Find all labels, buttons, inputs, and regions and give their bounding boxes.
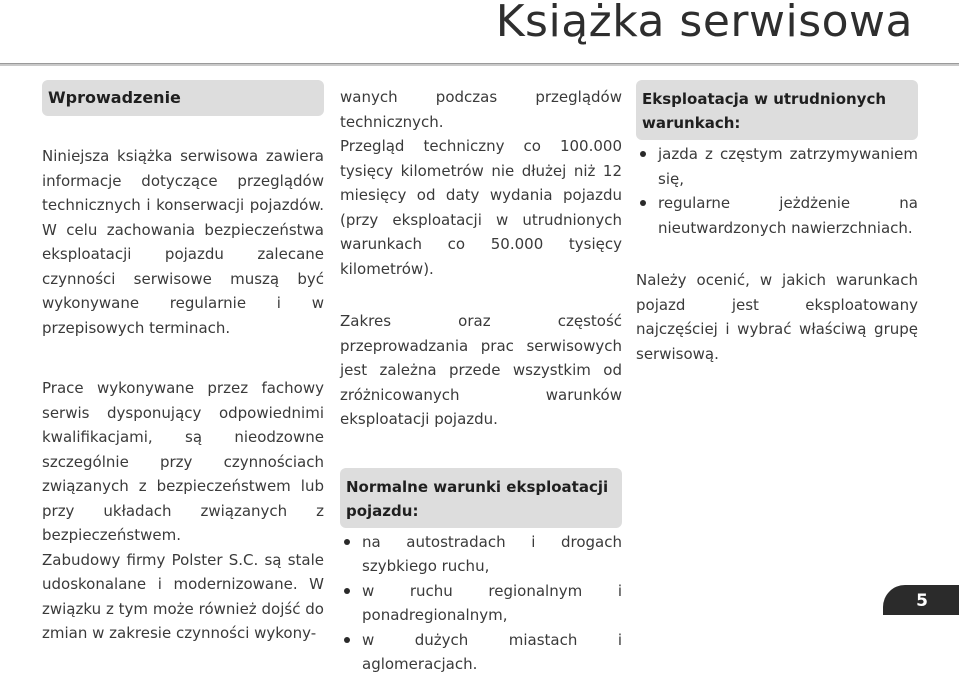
section-heading-normal-conditions: Normalne warunki eksploatacji pojazdu: — [340, 468, 622, 528]
page-title: Książka serwisowa — [495, 0, 913, 47]
continued-paragraph: wanych podczas przeglądów technicznych. — [340, 88, 622, 131]
page-number: 5 — [916, 591, 928, 611]
intro-paragraph-3: Zabudowy firmy Polster S.C. są stale udoskonalane i modernizowane. W związku z tym może również dojść do zmian w zakresie czynności wykony- — [42, 550, 324, 642]
service-scope-paragraph: Zakres oraz częstość przeprowadzania prac serwisowych jest zależna przede wszystkim od zróżnicowanych warunków eksploatacji pojazdu. — [340, 312, 622, 428]
section-heading-introduction: Wprowadzenie — [42, 80, 324, 116]
column-introduction — [42, 80, 324, 646]
list-item: jazda z częstym zatrzymywaniem się, — [636, 142, 918, 191]
list-item: na autostradach i drogach szybkiego ruchu, — [340, 530, 622, 579]
intro-paragraph-1: Niniejsza książka serwisowa zawiera informacje dotyczące przeglądów technicznych i konserwacji pojazdów. W celu zachowania bezpieczeństwa eksploatacji pojazdu zalecane czynności serwisowe muszą być wykonywane regularnie i w przepisowych terminach. — [42, 147, 324, 337]
list-item: regularne jeżdżenie na nieutwardzonych nawierzchniach. — [636, 191, 918, 240]
section-heading-difficult-conditions: Eksploatacja w utrudnionych warunkach: — [636, 80, 918, 140]
normal-conditions-list — [340, 530, 622, 677]
intro-paragraph-2: Prace wykonywane przez fachowy serwis dysponujący odpowiednimi kwalifikacjami, są nieodzowne szczególnie przy czynnościach związanych z bezpieczeństwem lub przy układach związanych z bezpieczeństwem. — [42, 379, 324, 544]
service-interval-paragraph: Przegląd techniczny co 100.000 tysięcy kilometrów nie dłużej niż 12 miesięcy od daty wydania pojazdu (przy eksploatacji w utrudnionych warunkach co 50.000 tysięcy kilometrów). — [340, 137, 622, 278]
list-item: w dużych miastach i aglomeracjach. — [340, 628, 622, 677]
header-rule-line — [0, 63, 959, 64]
list-item: w ruchu regionalnym i ponadregionalnym, — [340, 579, 622, 628]
column-service-intervals — [340, 85, 622, 677]
column-difficult-conditions — [636, 80, 918, 366]
assessment-paragraph: Należy ocenić, w jakich warunkach pojazd jest eksploatowany najczęściej i wybrać właściwą grupę serwisową. — [636, 271, 918, 363]
difficult-conditions-list — [636, 142, 918, 240]
